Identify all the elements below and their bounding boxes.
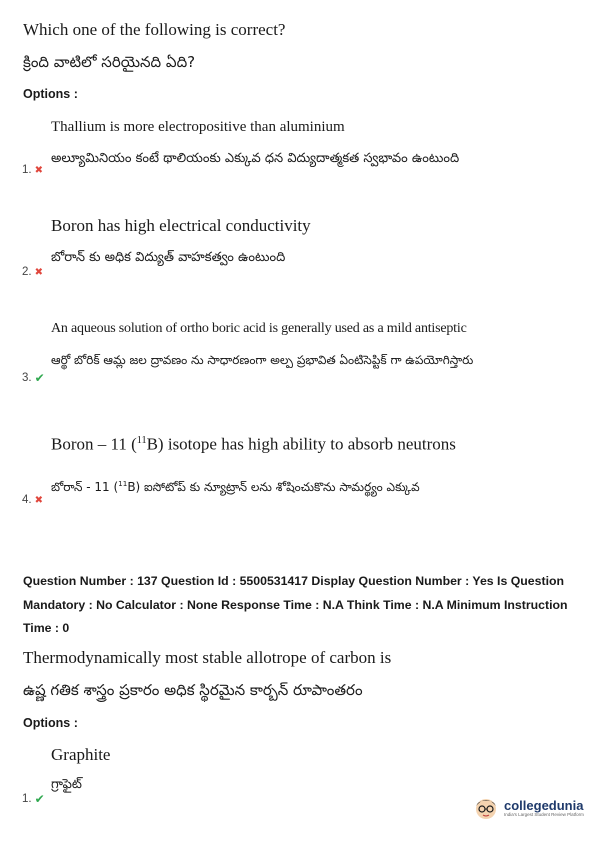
option-2-marker (22, 266, 43, 278)
option-1-text-te: అల్యూమినియం కంటే థాలియంకు ఎక్కువ ధన విద్యుదాత్మకత స్వభావం ఉంటుంది (51, 151, 460, 166)
options-label-2: Options : (23, 716, 78, 730)
logo-name: collegedunia (504, 797, 584, 813)
question-text-en: Which one of the following is correct? (23, 20, 286, 39)
cross-icon: ✖ (34, 164, 43, 176)
question-2-text-te: ఉష్ణ గతిక శాస్త్రం ప్రకారం అధిక స్థిరమైన కార్బన్ రూపాంతరం (23, 681, 363, 699)
options-label: Options : (23, 87, 78, 101)
option-3-marker (22, 371, 45, 385)
question-2-text-en: Thermodynamically most stable allotrope of carbon is (23, 648, 392, 667)
cross-icon: ✖ (34, 494, 43, 506)
option-2-text-en: Boron has high electrical conductivity (51, 216, 311, 235)
option-3-text-en: An aqueous solution of ortho boric acid is generally used as a mild antiseptic (51, 321, 467, 336)
check-icon: ✔ (34, 792, 45, 806)
option-1-marker (22, 164, 43, 176)
q2-option-1-marker (22, 792, 45, 806)
option-4-text-en: Boron – 11 ($^{11}$B) isotope has high ability to absorb neutrons (51, 434, 456, 454)
option-3-text-te: ఆర్థో బోరిక్ ఆమ్ల జల ద్రావణం ను సాధారణంగా అల్ప ప్రభావిత ఏంటిసెప్టిక్ గా ఉపయోగిస్తారు (51, 353, 474, 367)
option-number: 3. (22, 372, 32, 384)
option-number: 1. (22, 793, 32, 805)
option-number: 1. (22, 164, 32, 176)
option-1-text-en: Thallium is more electropositive than aluminium (51, 119, 345, 135)
logo-tagline: India's Largest Student Review Platform (504, 811, 584, 817)
question-text-te: క్రింది వాటిలో సరియైనది ఏది? (23, 53, 196, 71)
mascot-icon (473, 794, 499, 822)
q2-option-1-text-en: Graphite (51, 745, 111, 764)
option-number: 2. (22, 266, 32, 278)
question-meta: Question Number : 137 Question Id : 5500531417 Display Question Number : Yes Is Question Mandatory : No Calculator : None Response Time : N.A Think Time : N.A Minimum Instruction Time : 0 (23, 574, 568, 635)
option-4-marker (22, 494, 43, 506)
cross-icon: ✖ (34, 266, 43, 278)
option-2-text-te: బోరాన్ కు అధిక విద్యుత్ వాహకత్వం ఉంటుంది (51, 250, 286, 265)
option-4-text-te: బోరాన్ - 11 ($^{11}$B) ఐసోటోప్ కు న్యూట్రాన్ లను శోషించుకొను సామర్థ్యం ఎక్కువ (51, 479, 420, 494)
collegedunia-logo (473, 794, 584, 822)
option-number: 4. (22, 494, 32, 506)
check-icon: ✔ (34, 371, 45, 385)
q2-option-1-text-te: గ్రాఫైట్ (51, 777, 82, 792)
